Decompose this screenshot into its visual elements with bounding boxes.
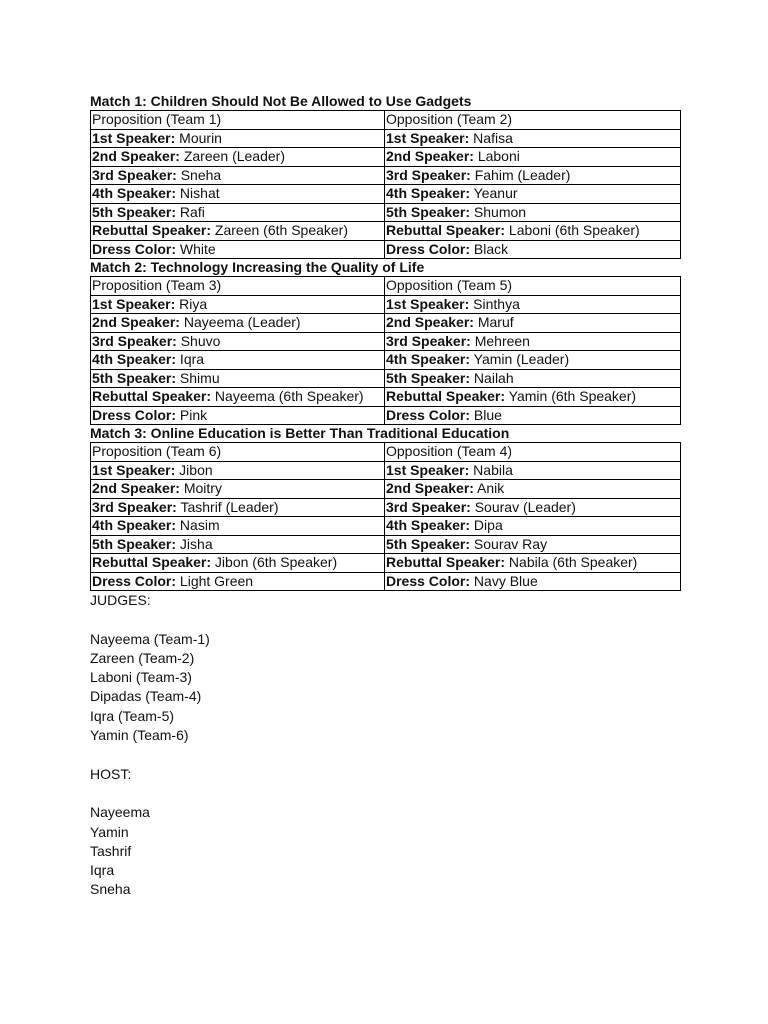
document-page — [90, 93, 680, 900]
speaker-name: Shimu — [176, 369, 220, 386]
role-label: Rebuttal Speaker: — [92, 388, 212, 405]
match-table — [90, 276, 681, 425]
host-section — [90, 765, 680, 900]
table-row — [91, 222, 681, 241]
speaker-name: Laboni — [473, 148, 520, 165]
opposition-header: Opposition (Team 5) — [385, 277, 681, 296]
role-label: 4th Speaker: — [386, 185, 471, 202]
proposition-header: Proposition (Team 1) — [91, 111, 385, 130]
table-row — [91, 185, 681, 204]
list-item: Yamin (Team-6) — [90, 727, 189, 744]
speaker-name: Nabila (6th Speaker) — [505, 554, 638, 571]
match-table — [90, 442, 681, 591]
opposition-cell — [385, 129, 681, 148]
match-title: Match 2: Technology Increasing the Quality of Life — [90, 259, 425, 275]
speaker-name: Nafisa — [469, 129, 513, 146]
opposition-cell — [385, 535, 681, 554]
role-label: 1st Speaker: — [386, 295, 470, 312]
table-row — [91, 388, 681, 407]
table-row — [91, 498, 681, 517]
list-item: Iqra (Team-5) — [90, 707, 175, 724]
speaker-name: Rafi — [176, 203, 205, 220]
role-label: Dress Color: — [92, 572, 177, 589]
list-item: Yamin — [90, 823, 129, 840]
table-row — [91, 535, 681, 554]
table-row — [91, 166, 681, 185]
spacer — [90, 745, 680, 764]
speaker-name: Nishat — [176, 185, 220, 202]
speaker-name: Dipa — [470, 517, 503, 534]
opposition-header: Opposition (Team 4) — [385, 443, 681, 462]
table-row — [91, 406, 681, 425]
role-label: 3rd Speaker: — [386, 166, 471, 183]
proposition-cell — [91, 535, 385, 554]
list-item: Nayeema (Team-1) — [90, 630, 210, 647]
speaker-name: Zareen (6th Speaker) — [211, 222, 349, 239]
speaker-name: Jibon — [175, 461, 213, 478]
proposition-cell — [91, 369, 385, 388]
proposition-cell — [91, 498, 385, 517]
spacer — [90, 784, 680, 803]
role-label: 5th Speaker: — [92, 535, 177, 552]
speaker-name: Laboni (6th Speaker) — [505, 222, 640, 239]
match-section — [90, 425, 680, 591]
proposition-cell — [91, 295, 385, 314]
proposition-cell — [91, 166, 385, 185]
opposition-cell — [385, 369, 681, 388]
speaker-name: Sourav Ray — [470, 535, 548, 552]
opposition-cell — [385, 203, 681, 222]
opposition-cell — [385, 222, 681, 241]
role-label: 3rd Speaker: — [92, 166, 177, 183]
role-label: 1st Speaker: — [386, 129, 470, 146]
speaker-name: Nailah — [470, 369, 514, 386]
role-label: Dress Color: — [386, 406, 471, 423]
role-label: Dress Color: — [92, 240, 177, 257]
role-label: 4th Speaker: — [386, 517, 471, 534]
list-item: Dipadas (Team-4) — [90, 688, 202, 705]
match-title: Match 1: Children Should Not Be Allowed to Use Gadgets — [90, 93, 472, 109]
speaker-name: Nasim — [176, 517, 220, 534]
opposition-cell — [385, 461, 681, 480]
speaker-name: Sourav (Leader) — [470, 498, 576, 515]
table-header-row — [91, 277, 681, 296]
role-label: 3rd Speaker: — [92, 332, 177, 349]
role-label: Dress Color: — [386, 572, 471, 589]
proposition-cell — [91, 406, 385, 425]
opposition-cell — [385, 554, 681, 573]
speaker-name: Riya — [175, 295, 208, 312]
proposition-cell — [91, 332, 385, 351]
role-label: 5th Speaker: — [92, 369, 177, 386]
list-item: Zareen (Team-2) — [90, 649, 195, 666]
role-label: Rebuttal Speaker: — [92, 554, 212, 571]
list-item: Nayeema — [90, 804, 150, 821]
table-row — [91, 203, 681, 222]
speaker-name: Mehreen — [470, 332, 530, 349]
table-row — [91, 369, 681, 388]
table-row — [91, 129, 681, 148]
table-row — [91, 461, 681, 480]
table-row — [91, 314, 681, 333]
proposition-cell — [91, 314, 385, 333]
role-label: 5th Speaker: — [92, 203, 177, 220]
role-label: Rebuttal Speaker: — [386, 222, 506, 239]
speaker-name: Navy Blue — [470, 572, 538, 589]
role-label: 4th Speaker: — [386, 351, 471, 368]
speaker-name: Yamin (6th Speaker) — [505, 388, 637, 405]
role-label: Dress Color: — [386, 240, 471, 257]
opposition-cell — [385, 295, 681, 314]
speaker-name: Iqra — [176, 351, 205, 368]
match-section — [90, 93, 680, 259]
opposition-cell — [385, 332, 681, 351]
speaker-name: Nayeema (Leader) — [179, 314, 301, 331]
opposition-cell — [385, 388, 681, 407]
role-label: Dress Color: — [92, 406, 177, 423]
role-label: 2nd Speaker: — [92, 480, 180, 497]
speaker-name: Sneha — [176, 166, 222, 183]
proposition-cell — [91, 480, 385, 499]
opposition-cell — [385, 498, 681, 517]
role-label: 1st Speaker: — [92, 129, 176, 146]
speaker-name: Jibon (6th Speaker) — [211, 554, 338, 571]
role-label: Rebuttal Speaker: — [92, 222, 212, 239]
role-label: 3rd Speaker: — [386, 498, 471, 515]
role-label: 2nd Speaker: — [386, 314, 474, 331]
role-label: 5th Speaker: — [386, 535, 471, 552]
proposition-cell — [91, 572, 385, 591]
opposition-cell — [385, 572, 681, 591]
table-row — [91, 148, 681, 167]
proposition-header: Proposition (Team 3) — [91, 277, 385, 296]
role-label: 4th Speaker: — [92, 517, 177, 534]
speaker-name: Zareen (Leader) — [179, 148, 285, 165]
role-label: 3rd Speaker: — [386, 332, 471, 349]
table-header-row — [91, 111, 681, 130]
proposition-cell — [91, 517, 385, 536]
role-label: 4th Speaker: — [92, 185, 177, 202]
role-label: 1st Speaker: — [92, 295, 176, 312]
opposition-cell — [385, 148, 681, 167]
speaker-name: Pink — [176, 406, 208, 423]
proposition-cell — [91, 554, 385, 573]
table-header-row — [91, 443, 681, 462]
proposition-cell — [91, 148, 385, 167]
judges-heading: JUDGES: — [90, 592, 151, 608]
speaker-name: Shumon — [470, 203, 527, 220]
table-row — [91, 295, 681, 314]
speaker-name: Blue — [470, 406, 502, 423]
opposition-cell — [385, 406, 681, 425]
speaker-name: Anik — [473, 480, 505, 497]
opposition-cell — [385, 351, 681, 370]
role-label: 2nd Speaker: — [92, 314, 180, 331]
role-label: 2nd Speaker: — [92, 148, 180, 165]
role-label: Rebuttal Speaker: — [386, 554, 506, 571]
opposition-cell — [385, 314, 681, 333]
speaker-name: Yeanur — [470, 185, 518, 202]
proposition-cell — [91, 203, 385, 222]
match-table — [90, 110, 681, 259]
role-label: 4th Speaker: — [92, 351, 177, 368]
opposition-cell — [385, 185, 681, 204]
table-row — [91, 517, 681, 536]
list-item: Laboni (Team-3) — [90, 669, 192, 686]
speaker-name: Nayeema (6th Speaker) — [211, 388, 364, 405]
speaker-name: Jisha — [176, 535, 213, 552]
speaker-name: White — [176, 240, 216, 257]
host-heading: HOST: — [90, 765, 132, 782]
list-item: Tashrif — [90, 842, 132, 859]
role-label: 3rd Speaker: — [92, 498, 177, 515]
opposition-cell — [385, 517, 681, 536]
spacer — [90, 610, 680, 629]
proposition-cell — [91, 240, 385, 259]
role-label: 1st Speaker: — [386, 461, 470, 478]
speaker-name: Moitry — [179, 480, 222, 497]
table-row — [91, 332, 681, 351]
speaker-name: Nabila — [469, 461, 513, 478]
judges-section — [90, 591, 680, 765]
opposition-cell — [385, 480, 681, 499]
role-label: 1st Speaker: — [92, 461, 176, 478]
role-label: Rebuttal Speaker: — [386, 388, 506, 405]
table-row — [91, 554, 681, 573]
proposition-cell — [91, 388, 385, 407]
role-label: 2nd Speaker: — [386, 480, 474, 497]
role-label: 5th Speaker: — [386, 203, 471, 220]
proposition-cell — [91, 351, 385, 370]
proposition-cell — [91, 222, 385, 241]
role-label: 5th Speaker: — [386, 369, 471, 386]
speaker-name: Sinthya — [469, 295, 520, 312]
proposition-cell — [91, 129, 385, 148]
table-row — [91, 480, 681, 499]
match-title: Match 3: Online Education is Better Than Traditional Education — [90, 425, 510, 441]
opposition-header: Opposition (Team 2) — [385, 111, 681, 130]
role-label: 2nd Speaker: — [386, 148, 474, 165]
speaker-name: Black — [470, 240, 509, 257]
opposition-cell — [385, 240, 681, 259]
speaker-name: Fahim (Leader) — [470, 166, 571, 183]
proposition-header: Proposition (Team 6) — [91, 443, 385, 462]
match-section — [90, 259, 680, 425]
table-row — [91, 351, 681, 370]
list-item: Sneha — [90, 881, 131, 898]
speaker-name: Shuvo — [176, 332, 221, 349]
speaker-name: Yamin (Leader) — [470, 351, 570, 368]
table-row — [91, 240, 681, 259]
speaker-name: Maruf — [473, 314, 514, 331]
opposition-cell — [385, 166, 681, 185]
proposition-cell — [91, 185, 385, 204]
table-row — [91, 572, 681, 591]
speaker-name: Mourin — [175, 129, 222, 146]
speaker-name: Light Green — [176, 572, 254, 589]
list-item: Iqra — [90, 862, 115, 879]
proposition-cell — [91, 461, 385, 480]
speaker-name: Tashrif (Leader) — [176, 498, 279, 515]
